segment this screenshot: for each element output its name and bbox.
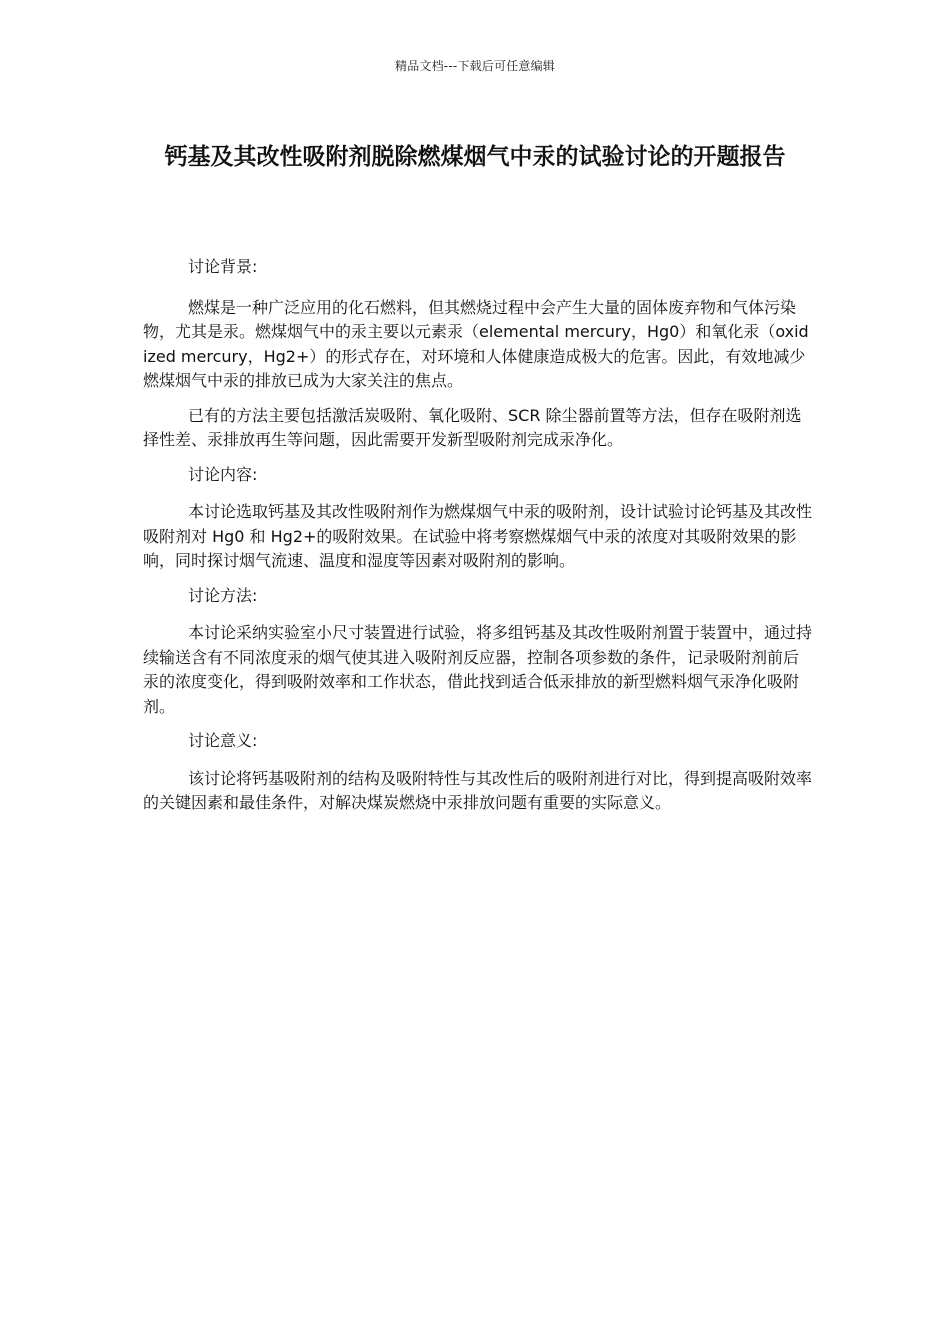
section-heading: 讨论背景: bbox=[188, 257, 258, 276]
paragraph: 本讨论采纳实验室小尺寸装置进行试验，将多组钙基及其改性吸附剂置于装置中，通过持续输送含有不同浓度汞的烟气使其进入吸附剂反应器，控制各项参数的条件，记录吸附剂前后汞的浓度变化，得到吸附效率和工作状态，借此找到适合低汞排放的新型燃料烟气汞净化吸附剂。 bbox=[143, 623, 813, 716]
page-header: 精品文档---下载后可任意编辑 bbox=[395, 59, 555, 73]
section-significance bbox=[143, 729, 813, 816]
section-heading: 讨论内容: bbox=[188, 464, 258, 484]
section-background bbox=[143, 255, 813, 453]
paragraph: 该讨论将钙基吸附剂的结构及吸附特性与其改性后的吸附剂进行对比，得到提高吸附效率的关键因素和最佳条件，对解决煤炭燃烧中汞排放问题有重要的实际意义。 bbox=[143, 768, 813, 812]
document-title: 钙基及其改性吸附剂脱除燃煤烟气中汞的试验讨论的开题报告 bbox=[164, 144, 786, 170]
section-heading: 讨论意义: bbox=[188, 731, 258, 750]
paragraph: 本讨论选取钙基及其改性吸附剂作为燃煤烟气中汞的吸附剂，设计试验讨论钙基及其改性吸附剂对 Hg0 和 Hg2+的吸附效果。在试验中将考察燃煤烟气中汞的浓度对其吸附效果的影响，同时探讨烟气流速、温度和湿度等因素对吸附剂的影响。 bbox=[143, 502, 813, 570]
paragraph: 燃煤是一种广泛应用的化石燃料，但其燃烧过程中会产生大量的固体废弃物和气体污染物，尤其是汞。燃煤烟气中的汞主要以元素汞（elemental mercury，Hg0）和氧化汞（oxidized mercury，Hg2+）的形式存在，对环境和人体健康造成极大的危害。因此，有效地减少燃煤烟气中汞的排放已成为大家关注的焦点。 bbox=[143, 297, 809, 390]
document-body bbox=[143, 255, 813, 826]
section-content bbox=[143, 463, 813, 574]
section-method bbox=[143, 584, 813, 720]
paragraph: 已有的方法主要包括激活炭吸附、氧化吸附、SCR 除尘器前置等方法，但存在吸附剂选择性差、汞排放再生等问题，因此需要开发新型吸附剂完成汞净化。 bbox=[143, 405, 802, 449]
section-heading: 讨论方法: bbox=[188, 585, 258, 605]
